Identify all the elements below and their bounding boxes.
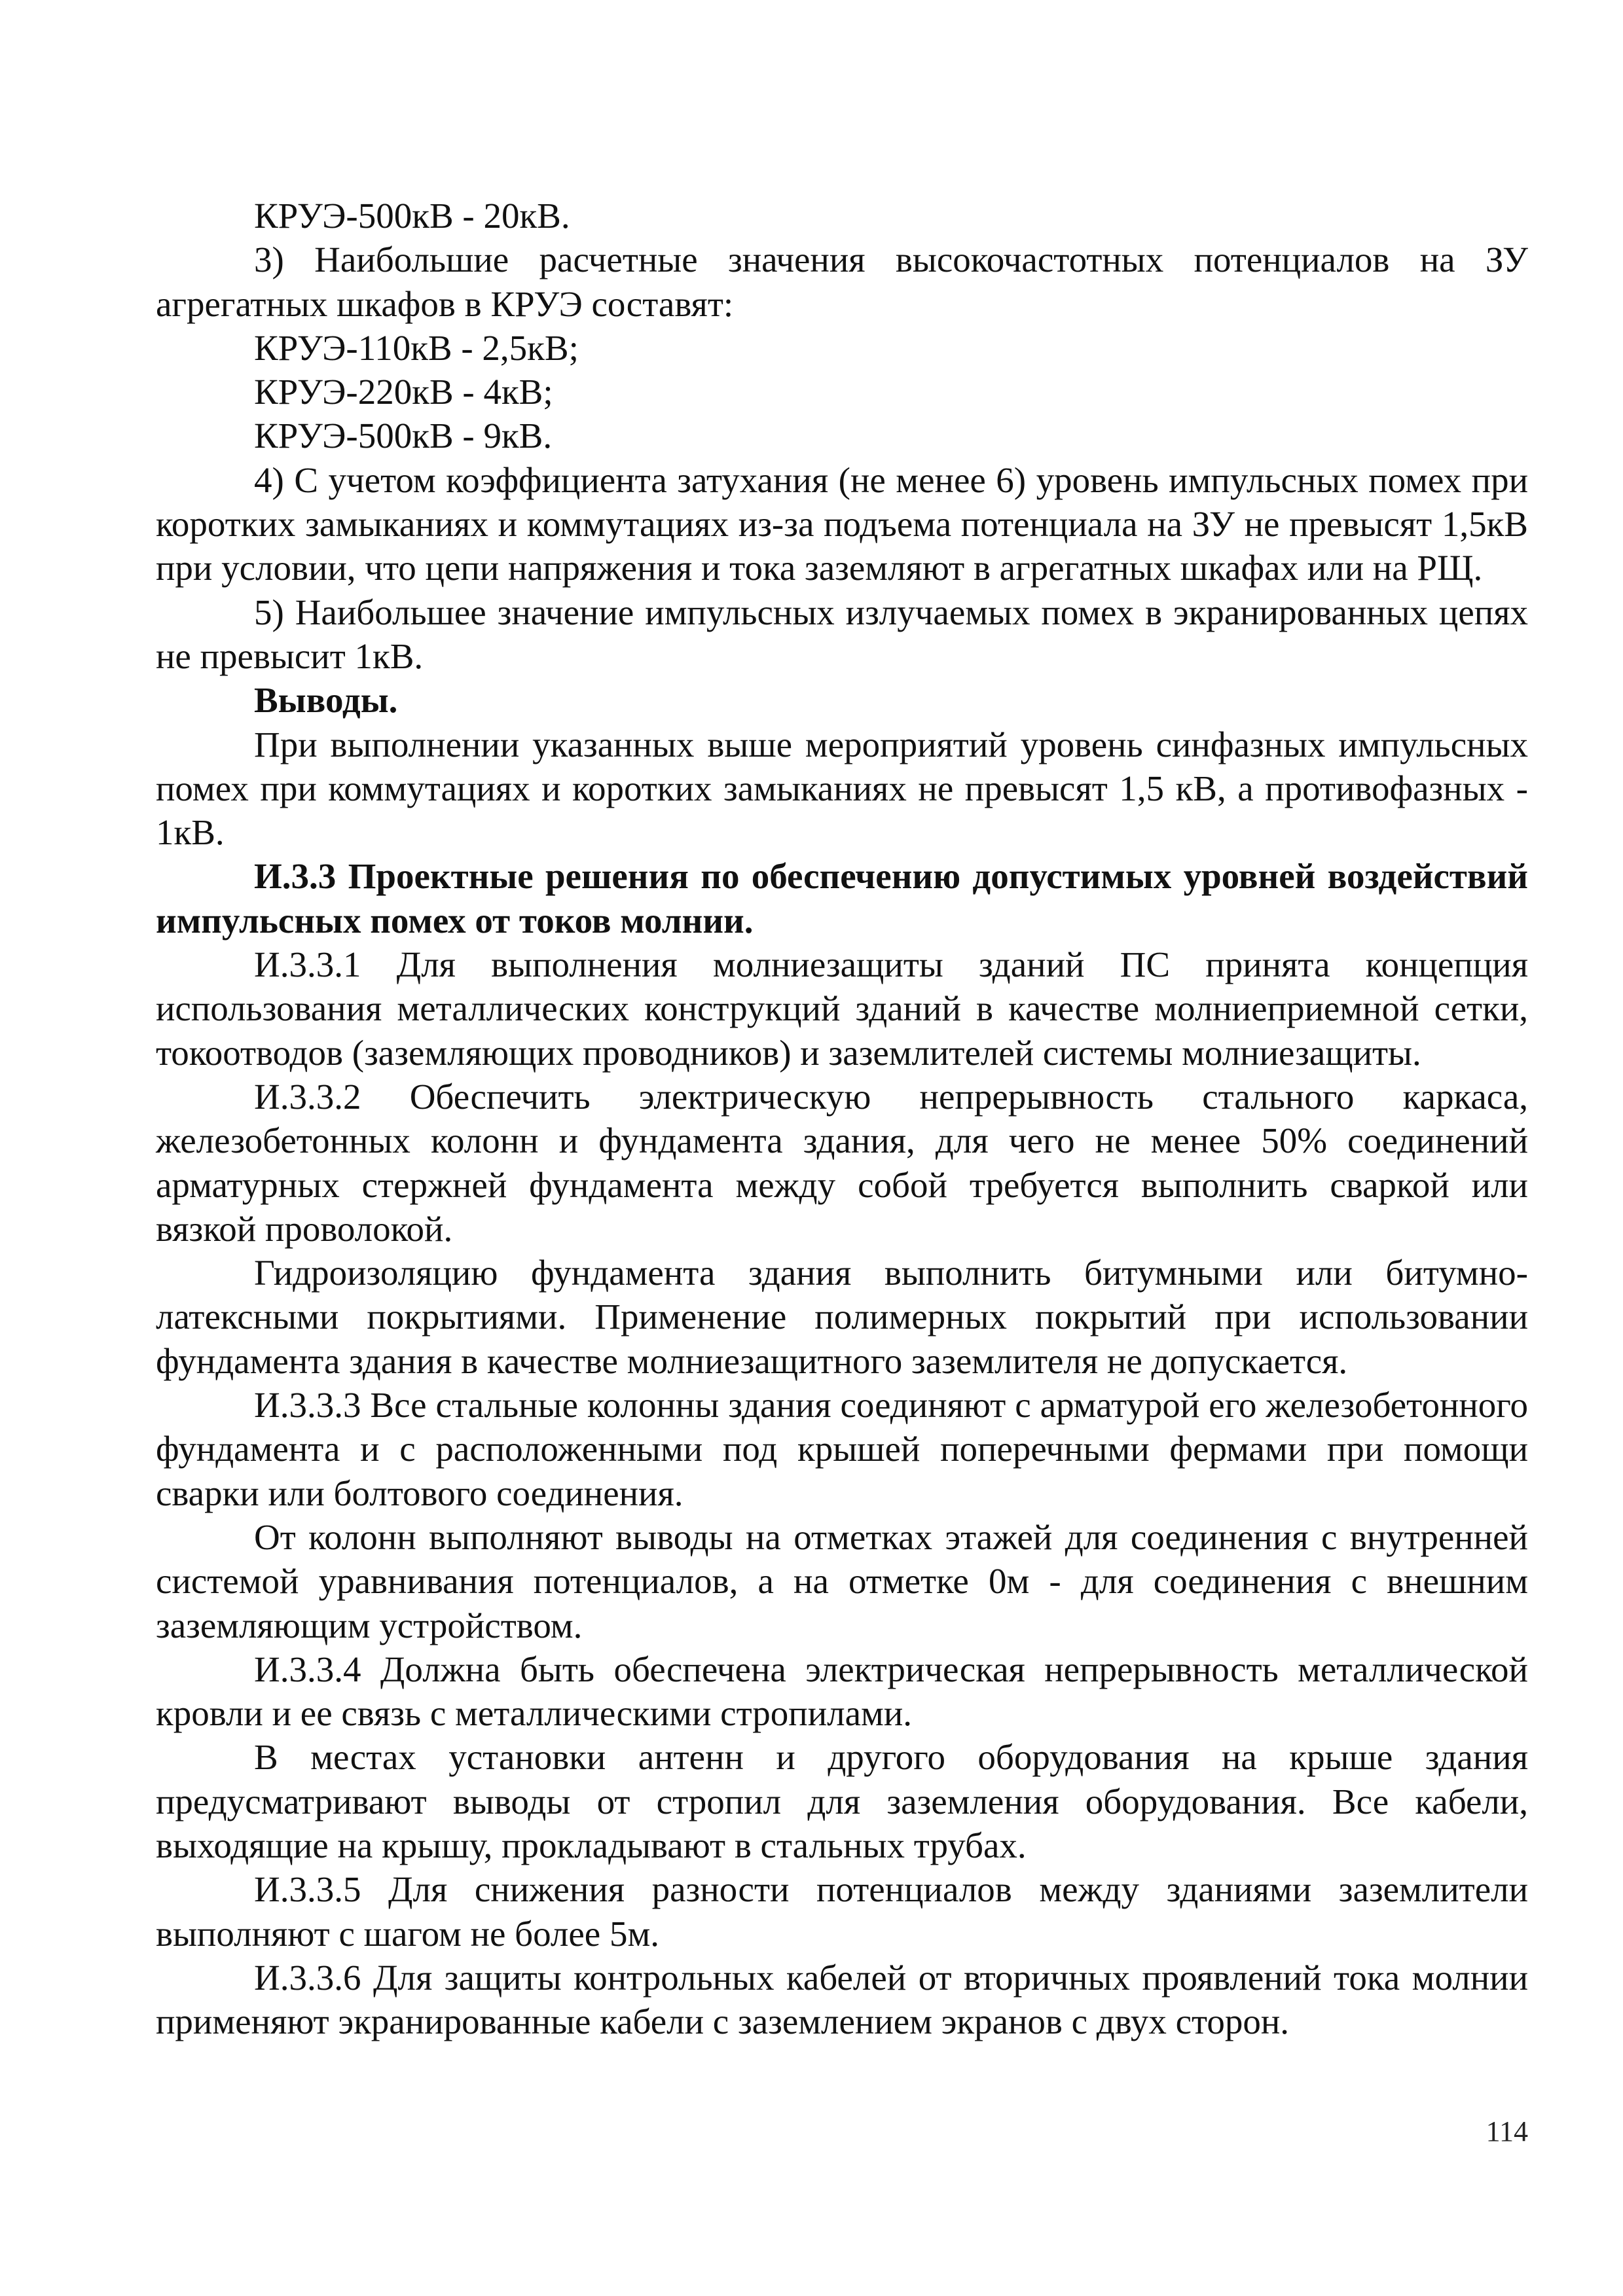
document-body xyxy=(156,194,1528,2043)
paragraph-waterproofing: Гидроизоляцию фундамента здания выполнить битумными или битумно-латексными покрытиями. Применение полимерных покрытий при использовании фундамента здания в качестве молниезащитного заземлителя не допускается. xyxy=(156,1253,1528,1381)
paragraph-i-3-3-4: И.3.3.4 Должна быть обеспечена электрическая непрерывность металлической кровли и ее связь с металлическими стропилами. xyxy=(156,1649,1528,1734)
paragraph-kruye-110: КРУЭ-110кВ - 2,5кВ; xyxy=(254,327,579,368)
paragraph-i-3-3-3: И.3.3.3 Все стальные колонны здания соединяют с арматурой его железобетонного фундамента и с расположенными под крышей поперечными фермами при помощи сварки или болтового соединения. xyxy=(156,1385,1528,1513)
paragraph-i-3-3-6: И.3.3.6 Для защиты контрольных кабелей от вторичных проявлений тока молнии применяют экранированные кабели с заземлением экранов с двух сторон. xyxy=(156,1957,1528,2042)
conclusions-heading: Выводы. xyxy=(254,680,398,721)
paragraph-kruye-500: КРУЭ-500кВ - 20кВ. xyxy=(254,196,570,236)
paragraph-conclusions: При выполнении указанных выше мероприятий уровень синфазных импульсных помех при коммутациях и коротких замыканиях не превысят 1,5 кВ, а противофазных - 1кВ. xyxy=(156,724,1528,853)
paragraph-i-3-3-1: И.3.3.1 Для выполнения молниезащиты зданий ПС принята концепция использования металлических конструкций зданий в качестве молниеприемной сетки, токоотводов (заземляющих проводников) и заземлителей системы молниезащиты. xyxy=(156,944,1528,1073)
paragraph-item-5: 5) Наибольшее значение импульсных излучаемых помех в экранированных цепях не превысит 1кВ. xyxy=(156,592,1528,676)
page-number: 114 xyxy=(1486,2115,1528,2147)
paragraph-item-3: 3) Наибольшие расчетные значения высокочастотных потенциалов на ЗУ агрегатных шкафов в КРУЭ составят: xyxy=(156,240,1528,324)
section-heading-i-3-3: И.3.3 Проектные решения по обеспечению допустимых уровней воздействий импульсных помех от токов молнии. xyxy=(156,856,1528,941)
paragraph-kruye-220: КРУЭ-220кВ - 4кВ; xyxy=(254,372,553,412)
paragraph-antennas: В местах установки антенн и другого оборудования на крыше здания предусматривают выводы от стропил для заземления оборудования. Все кабели, выходящие на крышу, прокладывают в стальных трубах. xyxy=(156,1737,1528,1865)
paragraph-item-4: 4) С учетом коэффициента затухания (не менее 6) уровень импульсных помех при коротких замыканиях и коммутациях из-за подъема потенциала на ЗУ не превысят 1,5кВ при условии, что цепи напряжения и тока заземляют в агрегатных шкафах или на РЩ. xyxy=(156,459,1528,588)
paragraph-i-3-3-5: И.3.3.5 Для снижения разности потенциалов между зданиями заземлители выполняют с шагом не более 5м. xyxy=(156,1869,1528,1954)
paragraph-column-outlets: От колонн выполняют выводы на отметках этажей для соединения с внутренней системой уравнивания потенциалов, а на отметке 0м - для соединения с внешним заземляющим устройством. xyxy=(156,1516,1528,1645)
paragraph-i-3-3-2: И.3.3.2 Обеспечить электрическую непрерывность стального каркаса, железобетонных колонн и фундамента здания, для чего не менее 50% соединений арматурных стержней фундамента между собой требуется выполнить сваркой или вязкой проволокой. xyxy=(156,1076,1528,1249)
paragraph-kruye-500-9kv: КРУЭ-500кВ - 9кВ. xyxy=(254,416,553,456)
